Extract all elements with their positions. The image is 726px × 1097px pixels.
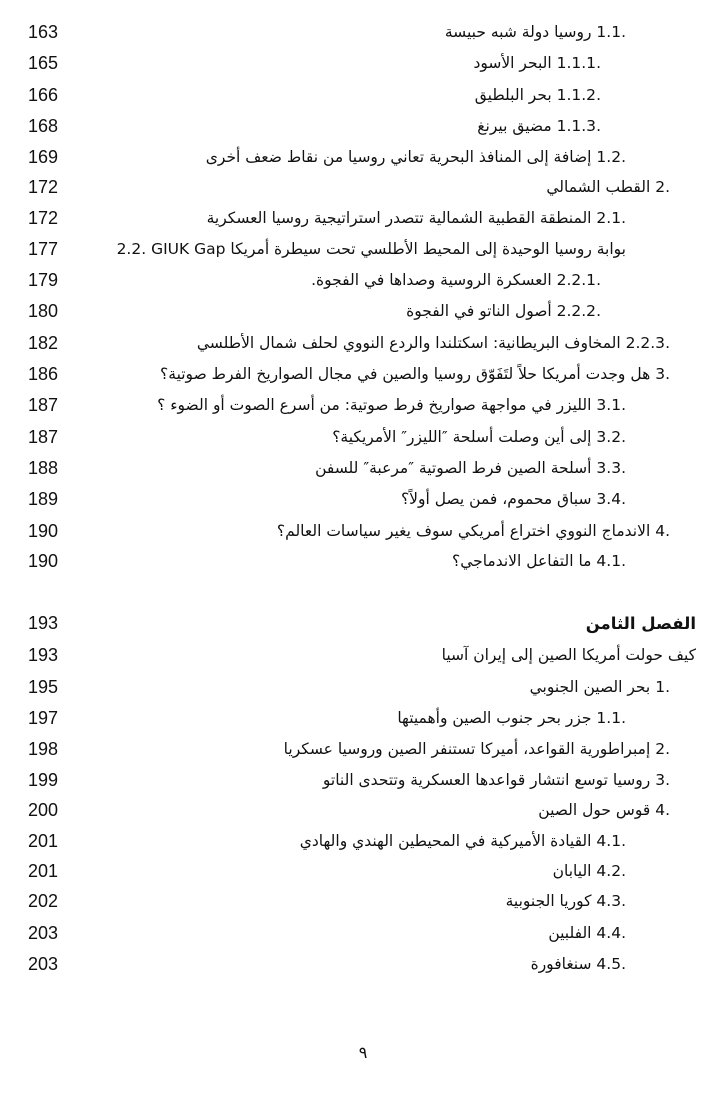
toc-entry-title: .4 الاندماج النووي اختراع أمريكي سوف يغير سياسات العالم؟ [276, 522, 670, 540]
toc-page-number: 189 [28, 489, 59, 509]
toc-page-number: 201 [28, 831, 59, 851]
toc-row [0, 265, 726, 296]
toc-page-number: 187 [28, 395, 59, 415]
toc-entry-title: 2.2. GIUK Gap بوابة روسيا الوحيدة إلى المحيط الأطلسي تحت سيطرة أمريكا [116, 240, 626, 258]
toc-row [0, 142, 726, 173]
toc-page-number: 188 [28, 458, 59, 478]
toc-entry-title: .4.4 الفلبين [548, 924, 626, 942]
toc-row [0, 516, 726, 547]
toc-entry-title: .2.2.1 العسكرة الروسية وصداها في الفجوة. [311, 271, 601, 289]
toc-entry-title: .4.1 القيادة الأميركية في المحيطين الهندي والهادي [299, 832, 626, 850]
toc-entry-title: .2 إمبراطورية القواعد، أميركا تستنفر الصين وروسيا عسكريا [283, 740, 670, 758]
toc-row [0, 856, 726, 887]
toc-entry-title: .1 بحر الصين الجنوبي [529, 678, 670, 696]
page-folio: ٩ [358, 1043, 368, 1062]
toc-page-number: 180 [28, 301, 59, 321]
toc-entry-title: .1.1.1 البحر الأسود [473, 54, 601, 72]
toc-page-number: 195 [28, 677, 59, 697]
chapter-title: الفصل الثامن [585, 614, 696, 633]
toc-row [0, 734, 726, 765]
chapter-subtitle: كيف حولت أمريكا الصين إلى إيران آسيا [441, 646, 696, 664]
toc-row [0, 111, 726, 142]
toc-row [0, 703, 726, 734]
toc-entry-title: .2.2.3 المخاوف البريطانية: اسكتلندا والردع النووي لحلف شمال الأطلسي [196, 334, 670, 352]
toc-row [0, 918, 726, 949]
toc-row [0, 886, 726, 917]
toc-row [0, 826, 726, 857]
toc-chapter-heading [0, 608, 726, 639]
toc-entry-title: .3.2 إلى أين وصلت أسلحة ″الليزر″ الأمريكية؟ [332, 428, 626, 446]
toc-row [0, 203, 726, 234]
toc-entry-title: .3.1 الليزر في مواجهة صواريخ فرط صوتية: من أسرع الصوت أو الضوء ؟ [157, 396, 626, 414]
toc-page-number: 168 [28, 116, 59, 136]
toc-row [0, 453, 726, 484]
toc-entry-title: .1.1 روسيا دولة شبه حبيسة [444, 23, 626, 41]
toc-row [0, 328, 726, 359]
toc-page-number: 172 [28, 177, 59, 197]
toc-page-number: 190 [28, 551, 59, 571]
toc-row [0, 672, 726, 703]
toc-page-number: 166 [28, 85, 59, 105]
toc-page-number: 200 [28, 800, 59, 820]
toc-entry-title: .2 القطب الشمالي [546, 178, 670, 196]
toc-entry-title: .4.3 كوريا الجنوبية [505, 892, 626, 910]
toc-page-number: 177 [28, 239, 59, 259]
toc-row [0, 422, 726, 453]
toc-page-number: 190 [28, 521, 59, 541]
toc-page-number: 165 [28, 53, 59, 73]
toc-entry-title: .1.1.3 مضيق بيرنغ [477, 117, 601, 135]
toc-page-number: 187 [28, 427, 59, 447]
toc-row [0, 390, 726, 421]
toc-page-number: 182 [28, 333, 59, 353]
toc-page-number: 186 [28, 364, 59, 384]
toc-page-number: 172 [28, 208, 59, 228]
toc-page-number: 199 [28, 770, 59, 790]
toc-row [0, 484, 726, 515]
toc-row [0, 765, 726, 796]
toc-entry-title: .4.5 سنغافورة [530, 955, 626, 973]
toc-page-number: 203 [28, 954, 59, 974]
toc-entry-title: .2.2.2 أصول الناتو في الفجوة [406, 302, 601, 320]
toc-entry-title: .3.4 سباق محموم، فمن يصل أولاً؟ [400, 490, 626, 508]
toc-row [0, 172, 726, 203]
toc-entry-title: .3 هل وجدت أمريكا حلاً لتَفَوّق روسيا والصين في مجال الصواريخ الفرط صوتية؟ [160, 365, 670, 383]
toc-row [0, 359, 726, 390]
toc-row [0, 296, 726, 327]
toc-page-number: 197 [28, 708, 59, 728]
toc-page-number: 169 [28, 147, 59, 167]
toc-entry-title: .3.3 أسلحة الصين فرط الصوتية ″مرعبة″ للسفن [315, 459, 626, 477]
toc-entry-title: .1.2 إضافة إلى المنافذ البحرية تعاني روسيا من نقاط ضعف أخرى [205, 148, 626, 166]
toc-row [0, 48, 726, 79]
toc-entry-title: .4.2 اليابان [552, 862, 626, 880]
toc-row [0, 640, 726, 671]
toc-entry-title: .2.1 المنطقة القطبية الشمالية تتصدر استراتيجية روسيا العسكرية [206, 209, 626, 227]
toc-entry-title: .1.1.2 بحر البلطيق [474, 86, 601, 104]
toc-entry-title: .3 روسيا توسع انتشار قواعدها العسكرية وتتحدى الناتو [322, 771, 670, 789]
toc-page-number: 202 [28, 891, 59, 911]
toc-entry-title: .4 قوس حول الصين [538, 801, 670, 819]
toc-row [0, 949, 726, 980]
toc-row [0, 234, 726, 265]
toc-page-number: 193 [28, 613, 59, 633]
toc-row [0, 80, 726, 111]
toc-page-number: 193 [28, 645, 59, 665]
toc-page-number: 163 [28, 22, 59, 42]
toc-page-number: 203 [28, 923, 59, 943]
toc-row [0, 546, 726, 577]
toc-entry-title: .4.1 ما التفاعل الاندماجي؟ [451, 552, 626, 570]
toc-page-number: 179 [28, 270, 59, 290]
toc-page-number: 198 [28, 739, 59, 759]
toc-page-number: 201 [28, 861, 59, 881]
toc-row [0, 795, 726, 826]
toc-entry-title: .1.1 جزر بحر جنوب الصين وأهميتها [397, 709, 626, 727]
toc-row [0, 17, 726, 48]
